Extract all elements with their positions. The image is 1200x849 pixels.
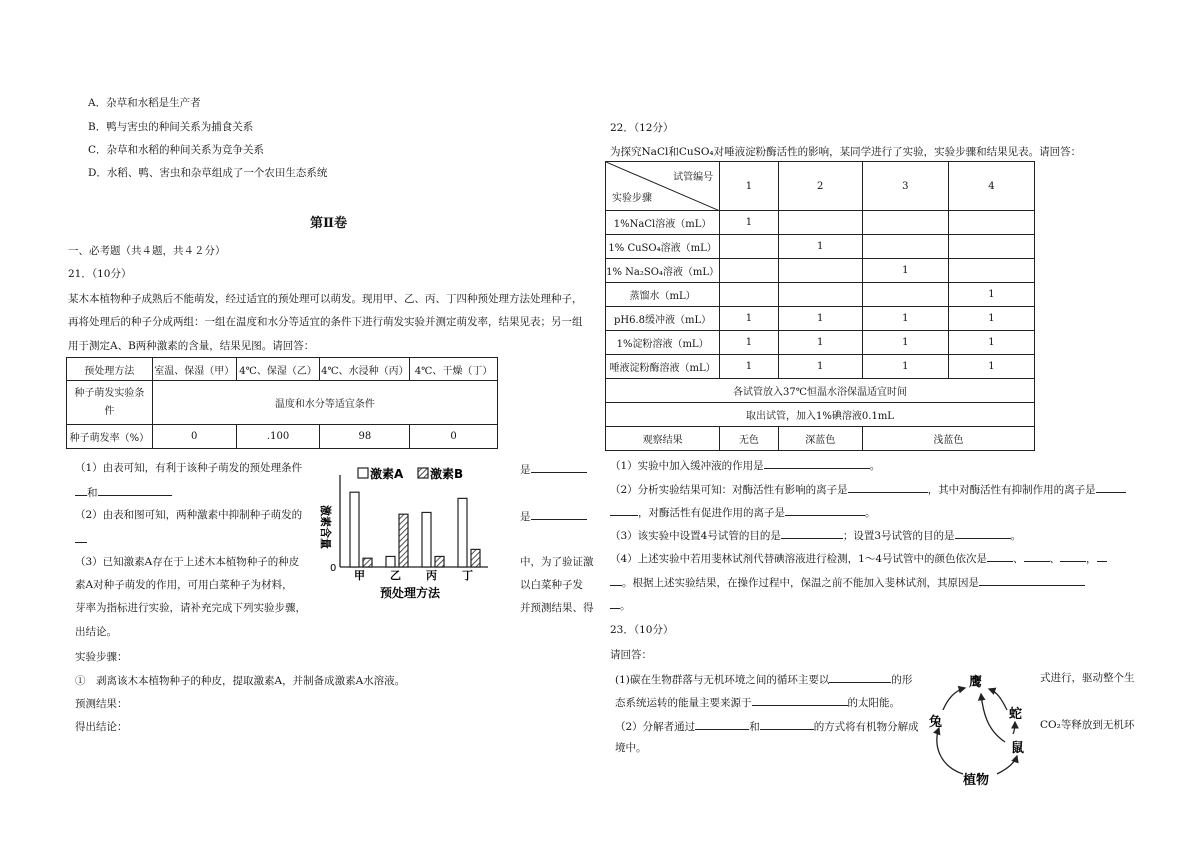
- diag-top-label: 试管编号: [673, 172, 714, 183]
- q23-header: 23．（10分）: [610, 624, 674, 636]
- tube-header: 4: [948, 162, 1034, 211]
- q21-table: [66, 357, 498, 449]
- table-cell: [862, 235, 948, 259]
- q21-s3-c: 素A对种子萌发的作用，可用白菜种子为材料，: [75, 579, 293, 591]
- q21-steps-label: 实验步骤：: [75, 651, 128, 663]
- bar-a-2: [422, 512, 431, 567]
- table-cell: [948, 235, 1034, 259]
- q21-intro-2: 再将处理后的种子分成两组：一组在温度和水分等适宜的条件下进行萌发实验并测定萌发率，结果见表；另一组: [68, 316, 583, 328]
- node-plant: 植物: [963, 773, 990, 788]
- answer-blank[interactable]: [75, 531, 87, 543]
- arrow-snake-eagle: [989, 689, 1007, 710]
- q21-s3-g: 出结论。: [75, 626, 117, 638]
- tube-header: 1: [720, 162, 778, 211]
- cell-rate-bing: 98: [320, 425, 410, 449]
- q21-conclusion: 得出结论：: [75, 721, 128, 733]
- table-cell: [862, 283, 948, 307]
- answer-blank[interactable]: [531, 461, 587, 473]
- answer-blank[interactable]: [610, 597, 620, 609]
- table-cell: 1: [948, 331, 1034, 355]
- table-cell: 1: [720, 211, 778, 235]
- node-rabbit: 兔: [929, 715, 943, 730]
- answer-blank[interactable]: [98, 484, 172, 496]
- section-heading: 一、必考题（共４题，共４２分）: [68, 245, 226, 257]
- bar-b-2: [435, 556, 444, 567]
- x-tick-label: 丁: [462, 569, 473, 582]
- q23-s1-d: 态系统运转的能量主要来源于 的太阳能。: [615, 694, 900, 710]
- row-label: 1% Na₂SO₄溶液（mL）: [606, 259, 720, 283]
- table-cell: [948, 211, 1034, 235]
- q21-s3-f: 并预测结果、得: [520, 602, 594, 614]
- q23-s2-e: 境中。: [615, 742, 647, 754]
- table-cell: 1: [778, 235, 862, 259]
- q22-s4-a: （4）上述实验中若用斐林试剂代替碘溶液进行检测，1～4号试管中的颜色依次是 、 、 ，: [610, 550, 1107, 566]
- bar-a-1: [386, 556, 395, 567]
- q22-s4-c: 。: [610, 597, 631, 613]
- answer-blank[interactable]: [955, 527, 1011, 539]
- q23-s1-c: 式进行，驱动整个生: [1040, 672, 1135, 684]
- obs-cell: 深蓝色: [778, 427, 862, 451]
- table-cell: 1: [948, 355, 1034, 379]
- answer-blank[interactable]: [695, 718, 749, 730]
- table-cell: [720, 235, 778, 259]
- node-mouse: 鼠: [1011, 741, 1025, 756]
- q21-s1-b: 是: [520, 461, 587, 477]
- q21-s2-blank: [75, 531, 87, 547]
- answer-blank[interactable]: [752, 694, 848, 706]
- x-tick-label: 丙: [426, 569, 437, 582]
- section-title: 第Ⅱ卷: [310, 216, 347, 231]
- row-label: 1% CuSO₄溶液（mL）: [606, 235, 720, 259]
- row-label: 蒸馏水（mL）: [606, 283, 720, 307]
- x-tick-label: 乙: [390, 569, 401, 582]
- bar-b-3: [471, 549, 480, 567]
- q23-ask: 请回答：: [610, 649, 652, 661]
- table-cell: 1: [720, 331, 778, 355]
- q22-table: [605, 161, 1035, 451]
- arrow-plant-mouse: [997, 756, 1017, 774]
- legend-label-a: 激素A: [370, 467, 404, 481]
- option-a: A．杂草和水稻是生产者: [88, 97, 201, 109]
- answer-blank[interactable]: [610, 574, 622, 586]
- table-cell: 1: [948, 307, 1034, 331]
- option-d: D．水稻、鸭、害虫和杂草组成了一个农田生态系统: [88, 167, 328, 179]
- table-cell: 1: [862, 259, 948, 283]
- q21-s3-b: 中，为了验证激: [520, 556, 594, 568]
- table-cell: [948, 259, 1034, 283]
- q21-intro-1: 某木本植物种子成熟后不能萌发，经过适宜的预处理可以萌发。现用甲、乙、丙、丁四种预处理方法处理种子，: [68, 293, 583, 305]
- q21-s2-b: 是: [520, 508, 587, 524]
- q22-s2-a: （2）分析实验结果可知：对酶活性有影响的离子是 ，其中对酶活性有抑制作用的离子是: [610, 481, 1126, 497]
- answer-blank[interactable]: [829, 671, 891, 683]
- arrow-plant-rabbit: [937, 728, 963, 774]
- cell-rate-jia: 0: [152, 425, 236, 449]
- table-cell: 1: [720, 355, 778, 379]
- q21-s1-a: （1）由表可知，有利于该种子萌发的预处理条件: [75, 462, 303, 474]
- obs-cell: 无色: [720, 427, 778, 451]
- answer-blank[interactable]: [781, 527, 843, 539]
- q22-s1: （1）实验中加入缓冲液的作用是 。: [610, 457, 880, 473]
- answer-blank[interactable]: [1096, 481, 1126, 493]
- answer-blank[interactable]: [760, 718, 814, 730]
- cell-method-jia: 室温、保湿（甲）: [152, 358, 236, 381]
- answer-blank[interactable]: [979, 574, 1085, 586]
- bar-b-1: [399, 514, 408, 567]
- cell-rate-yi: .100: [236, 425, 320, 449]
- q22-intro: 为探究NaCl和CuSO₄对唾液淀粉酶活性的影响，某同学进行了实验，实验步骤和结果见表。请回答：: [610, 146, 1082, 158]
- cell-method-ding: 4℃、干燥（丁）: [410, 358, 498, 381]
- row-label: 1%NaCl溶液（mL）: [606, 211, 720, 235]
- cell-rate-ding: 0: [410, 425, 498, 449]
- q21-intro-3: 用于测定A、B两种激素的含量，结果见图。请回答：: [68, 340, 315, 352]
- cell-condition-value: 温度和水分等适宜条件: [152, 381, 497, 425]
- chart-xlabel: 预处理方法: [380, 586, 441, 600]
- tube-header: 3: [862, 162, 948, 211]
- cell-rate-label: 种子萌发率（%）: [67, 425, 153, 449]
- q22-s3: （3）该实验中设置4号试管的目的是 ；设置3号试管的目的是 。: [610, 527, 1021, 543]
- food-web-diagram: [925, 672, 1035, 792]
- row-label: 唾液淀粉酶溶液（mL）: [606, 355, 720, 379]
- q22-s2-c: ，对酶活性有促进作用的离子是 。: [610, 504, 876, 520]
- obs-label: 观察结果: [606, 427, 720, 451]
- q21-s3-e: 芽率为指标进行实验，请补充完成下列实验步骤，: [75, 602, 306, 614]
- q23-s1-a: (1)碳在生物群落与无机环境之间的循环主要以 的形: [615, 671, 912, 687]
- legend-swatch-a: [358, 468, 368, 478]
- cell-method-yi: 4℃、保湿（乙）: [236, 358, 320, 381]
- option-b: B．鸭与害虫的种间关系为捕食关系: [88, 121, 254, 133]
- legend-swatch-b: [418, 468, 428, 478]
- hormone-chart: [310, 455, 510, 605]
- chart-ylabel: 激素含量: [319, 505, 332, 549]
- arrow-mouse-eagle: [981, 694, 1005, 742]
- q21-predict: 预测结果：: [75, 698, 128, 710]
- q22-header: 22．（12分）: [610, 122, 674, 134]
- diag-bottom-label: 实验步骤: [612, 193, 652, 204]
- table-cell: 1: [720, 307, 778, 331]
- answer-blank[interactable]: [764, 457, 870, 469]
- answer-blank[interactable]: [75, 484, 87, 496]
- bar-b-0: [363, 558, 372, 567]
- answer-blank[interactable]: [1024, 550, 1050, 562]
- table-cell: 1: [862, 355, 948, 379]
- table-cell: 1: [778, 307, 862, 331]
- q21-header: 21．（10分）: [68, 268, 132, 280]
- answer-blank[interactable]: [785, 504, 865, 516]
- answer-blank[interactable]: [987, 550, 1013, 562]
- table-cell: [862, 211, 948, 235]
- q23-s2-d: CO₂等释放到无机环: [1040, 719, 1135, 731]
- merged-step-1: 各试管放入37℃恒温水浴保温适宜时间: [606, 379, 1035, 403]
- table-cell: [778, 211, 862, 235]
- x-tick-label: 甲: [354, 569, 365, 582]
- row-label: pH6.8缓冲液（mL）: [606, 307, 720, 331]
- table-cell: 1: [862, 307, 948, 331]
- merged-step-2: 取出试管，加入1%碘溶液0.1mL: [606, 403, 1035, 427]
- q22-s4-b: 。根据上述实验结果，在操作过程中，保温之前不能加入斐林试剂，其原因是: [610, 574, 1085, 590]
- node-eagle: 鹰: [969, 675, 983, 690]
- cell-method-label: 预处理方法: [67, 358, 153, 381]
- table-cell: 1: [778, 355, 862, 379]
- cell-diagonal: [606, 162, 720, 211]
- cell-condition-label: 种子萌发实验条件: [67, 381, 153, 425]
- q21-step-1: ① 剥离该木本植物种子的种皮，提取激素A，并制备成激素A水溶液。: [75, 675, 406, 687]
- answer-blank[interactable]: [1060, 550, 1086, 562]
- arrow-mouse-snake: [1013, 722, 1015, 734]
- node-snake: 蛇: [1009, 707, 1023, 722]
- table-cell: 1: [862, 331, 948, 355]
- chart-origin: 0: [330, 563, 337, 574]
- cell-method-bing: 4℃、水浸种（丙）: [320, 358, 410, 381]
- arrow-rabbit-eagle: [943, 688, 965, 710]
- table-cell: [778, 259, 862, 283]
- option-c: C．杂草和水稻的种间关系为竞争关系: [88, 144, 265, 156]
- table-cell: [720, 259, 778, 283]
- q21-s2-a: （2）由表和图可知，两种激素中抑制种子萌发的: [75, 509, 303, 521]
- legend-label-b: 激素B: [430, 467, 464, 481]
- obs-cell: 浅蓝色: [862, 427, 1034, 451]
- bar-a-3: [458, 498, 467, 567]
- q21-s3-a: （3）已知激素A存在于上述木本植物种子的种皮: [75, 556, 300, 568]
- tube-header: 2: [778, 162, 862, 211]
- bar-a-0: [350, 492, 359, 567]
- table-cell: 1: [948, 283, 1034, 307]
- answer-blank[interactable]: [531, 508, 587, 520]
- table-cell: [778, 283, 862, 307]
- answer-blank[interactable]: [1097, 550, 1107, 562]
- answer-blank[interactable]: [848, 481, 928, 493]
- table-cell: 1: [778, 331, 862, 355]
- q21-s3-d: 以白菜种子发: [520, 579, 583, 591]
- answer-blank[interactable]: [610, 504, 638, 516]
- table-cell: [720, 283, 778, 307]
- row-label: 1%淀粉溶液（mL）: [606, 331, 720, 355]
- q23-s2-a: （2）分解者通过 和 的方式将有机物分解成: [615, 718, 919, 734]
- q21-s1-c: 和: [75, 484, 172, 500]
